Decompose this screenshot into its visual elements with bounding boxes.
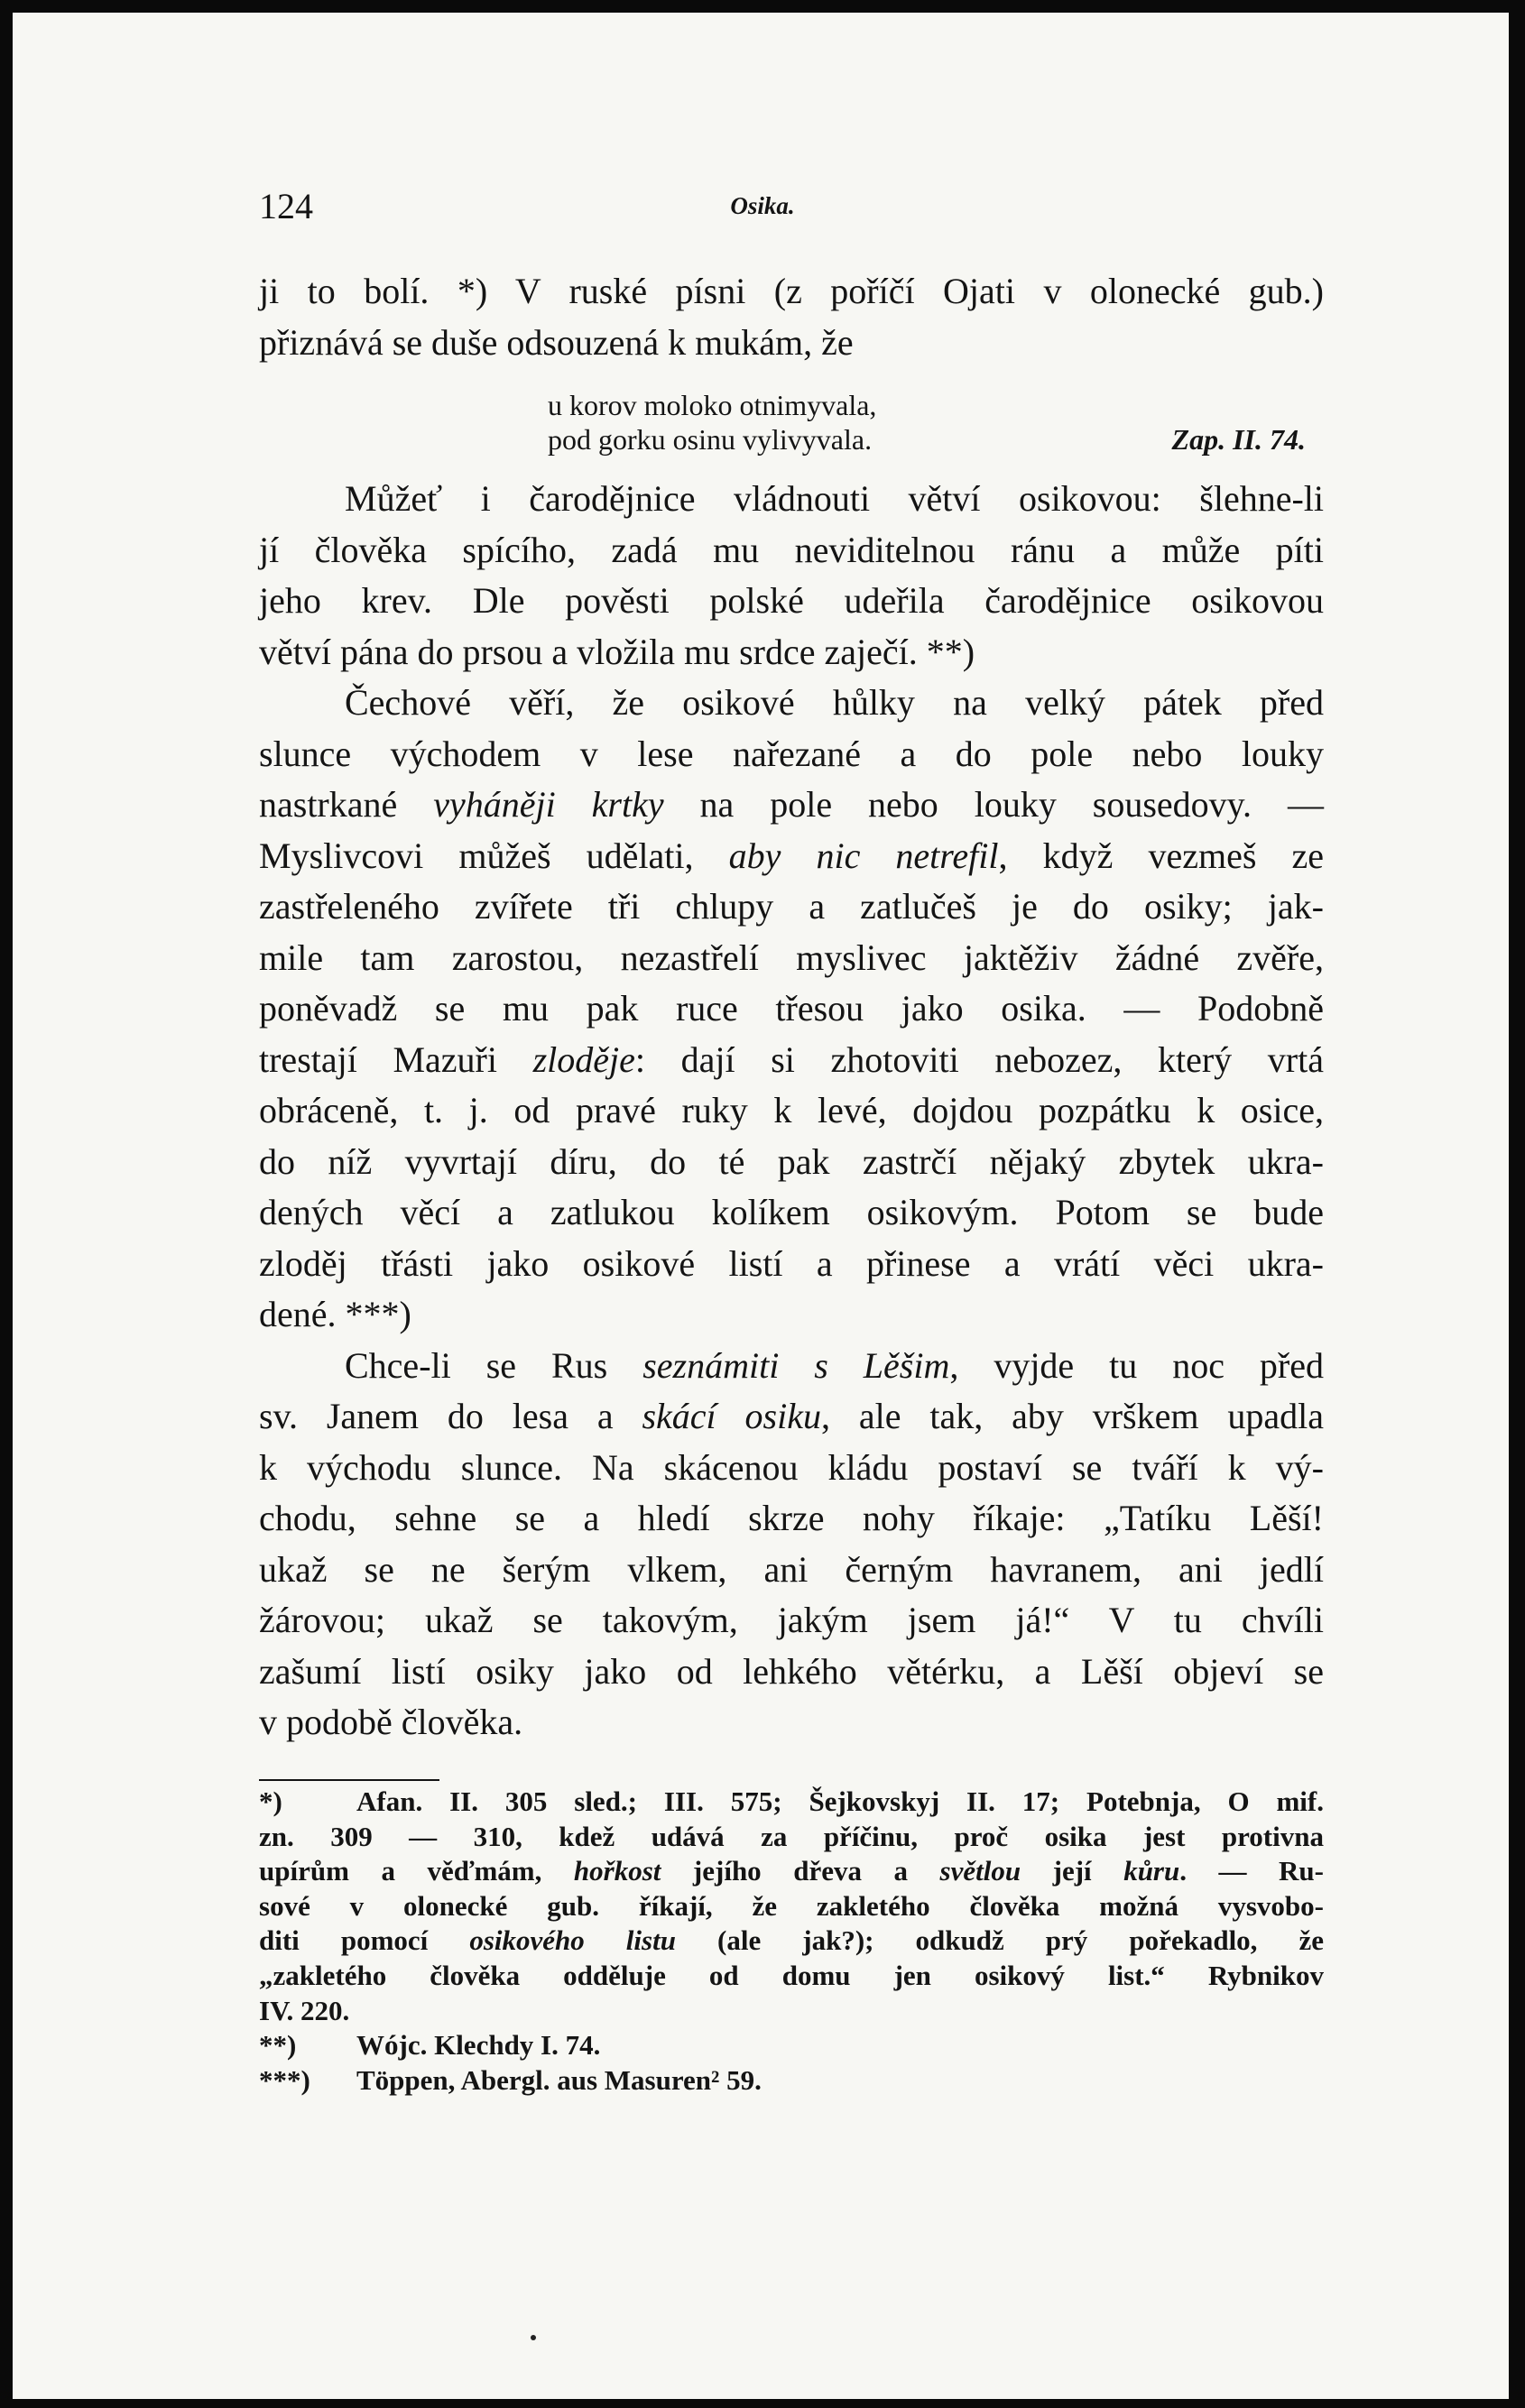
italic-phrase: seznámiti s Lěšim bbox=[642, 1344, 950, 1386]
text-line: Můžeť i čarodějnice vládnouti větví osikovou: šlehne-li bbox=[345, 478, 1324, 519]
verse-line: u korov moloko otnimyvala, bbox=[548, 389, 877, 421]
footnotes bbox=[259, 1785, 1324, 2098]
text-line: přiznává se duše odsouzená k mukám, že bbox=[259, 321, 854, 363]
printing-speck bbox=[531, 2335, 536, 2340]
footnote-line: diti pomocí osikového listu (ale jak?); odkudž prý pořekadlo, že bbox=[259, 1924, 1324, 1957]
verse-line: pod gorku osinu vylivyvala. bbox=[548, 423, 873, 456]
text-line: ji to bolí. *) V ruské písni (z poříčí Ojati v olonecké gub.) bbox=[259, 271, 1324, 311]
paragraph-1 bbox=[259, 266, 1324, 368]
text-line: Čechové věří, že osikové hůlky na velký pátek před bbox=[345, 682, 1324, 723]
text-line: v podobě člověka. bbox=[259, 1702, 523, 1742]
italic-phrase: vyháněji krtky bbox=[433, 784, 664, 825]
text-line: obráceně, t. j. od pravé ruky k levé, dojdou pozpátku k osice, bbox=[259, 1090, 1324, 1130]
running-title: Osika. bbox=[730, 192, 795, 219]
footnote-mark: ***) bbox=[259, 2063, 310, 2096]
page-number: 124 bbox=[259, 186, 313, 226]
italic-phrase: aby nic netrefil bbox=[728, 835, 999, 876]
text-line: nastrkané vyháněji krtky na pole nebo louky sousedovy. — bbox=[259, 784, 1324, 825]
text-line: trestají Mazuři zloděje: dají si zhotoviti nebozez, který vrtá bbox=[259, 1038, 1324, 1080]
text-line: mile tam zarostou, nezastřelí myslivec jaktěživ žádné zvěře, bbox=[259, 936, 1324, 978]
footnote-rule bbox=[259, 1779, 439, 1781]
main-text bbox=[259, 474, 1324, 1748]
footnote-mark: *) bbox=[259, 1785, 282, 1817]
text-line: žárovou; ukaž se takovým, jakým jsem já!“ V tu chvíli bbox=[259, 1600, 1324, 1640]
footnote-line: upírům a věďmám, hořkost jejího dřeva a světlou její kůru. — Ru- bbox=[259, 1855, 1324, 1887]
footnote-line: ***) Töppen, Abergl. aus Masuren² 59. bbox=[259, 2063, 1324, 2099]
text-line: ukaž se ne šerým vlkem, ani černým havranem, ani jedlí bbox=[259, 1548, 1324, 1590]
text-line: zašumí listí osiky jako od lehkého větérku, a Lěší objeví se bbox=[259, 1650, 1324, 1692]
text-line: větví pána do prsou a vložila mu srdce zaječí. **) bbox=[259, 631, 975, 672]
text-line: zloděj třásti jako osikové listí a přinese a vrátí věci ukra- bbox=[259, 1242, 1324, 1284]
text-line: jí člověka spícího, zadá mu neviditelnou ránu a může píti bbox=[259, 529, 1324, 570]
footnote-line: **) Wójc. Klechdy I. 74. bbox=[259, 2028, 1324, 2063]
text-line: sv. Janem do lesa a skácí osiku, ale tak, aby vrškem upadla bbox=[259, 1396, 1324, 1436]
footnote-line: „zakletého člověka odděluje od domu jen osikový list.“ Rybnikov bbox=[259, 1959, 1324, 1991]
footnote-mark: **) bbox=[259, 2029, 297, 2062]
text-line: do níž vyvrtají díru, do té pak zastrčí nějaký zbytek ukra- bbox=[259, 1140, 1324, 1182]
text-line: chodu, sehne se a hledí skrze nohy říkaje: „Tatíku Lěší! bbox=[259, 1498, 1324, 1538]
text-line: poněvadž se mu pak ruce třesou jako osika. — Podobně bbox=[259, 988, 1324, 1029]
italic-phrase: zloděje bbox=[532, 1038, 635, 1080]
verse-citation: Zap. II. 74. bbox=[1171, 423, 1306, 456]
footnote-line: sové v olonecké gub. říkají, že zakletého člověka možná vysvobo- bbox=[259, 1889, 1324, 1922]
page-header bbox=[0, 185, 1525, 239]
italic-phrase: skácí osiku bbox=[642, 1396, 821, 1436]
footnote-line: *) Afan. II. 305 sled.; III. 575; Šejkovskyj II. 17; Potebnja, O mif. bbox=[259, 1785, 1324, 1820]
footnote-line: IV. 220. bbox=[259, 1994, 350, 2026]
text-line: jeho krev. Dle pověsti polské udeřila čarodějnice osikovou bbox=[259, 580, 1324, 621]
verse-quote bbox=[548, 388, 1306, 457]
text-line: k východu slunce. Na skácenou kládu postaví se tváří k vý- bbox=[259, 1446, 1324, 1488]
text-line: slunce východem v lese nařezané a do pole nebo louky bbox=[259, 733, 1324, 774]
text-line: Chce-li se Rus seznámiti s Lěšim, vyjde tu noc před bbox=[345, 1344, 1325, 1386]
footnote-line: zn. 309 — 310, kdež udává za příčinu, proč osika jest protivna bbox=[259, 1820, 1324, 1852]
text-line: dených věcí a zatlukou kolíkem osikovým. Potom se bude bbox=[259, 1192, 1324, 1232]
text-line: Myslivcovi můžeš udělati, aby nic netrefil, když vezmeš ze bbox=[259, 835, 1325, 876]
text-line: dené. ***) bbox=[259, 1294, 411, 1334]
text-line: zastřeleného zvířete tři chlupy a zatlučeš je do osiky; jak- bbox=[259, 886, 1324, 927]
